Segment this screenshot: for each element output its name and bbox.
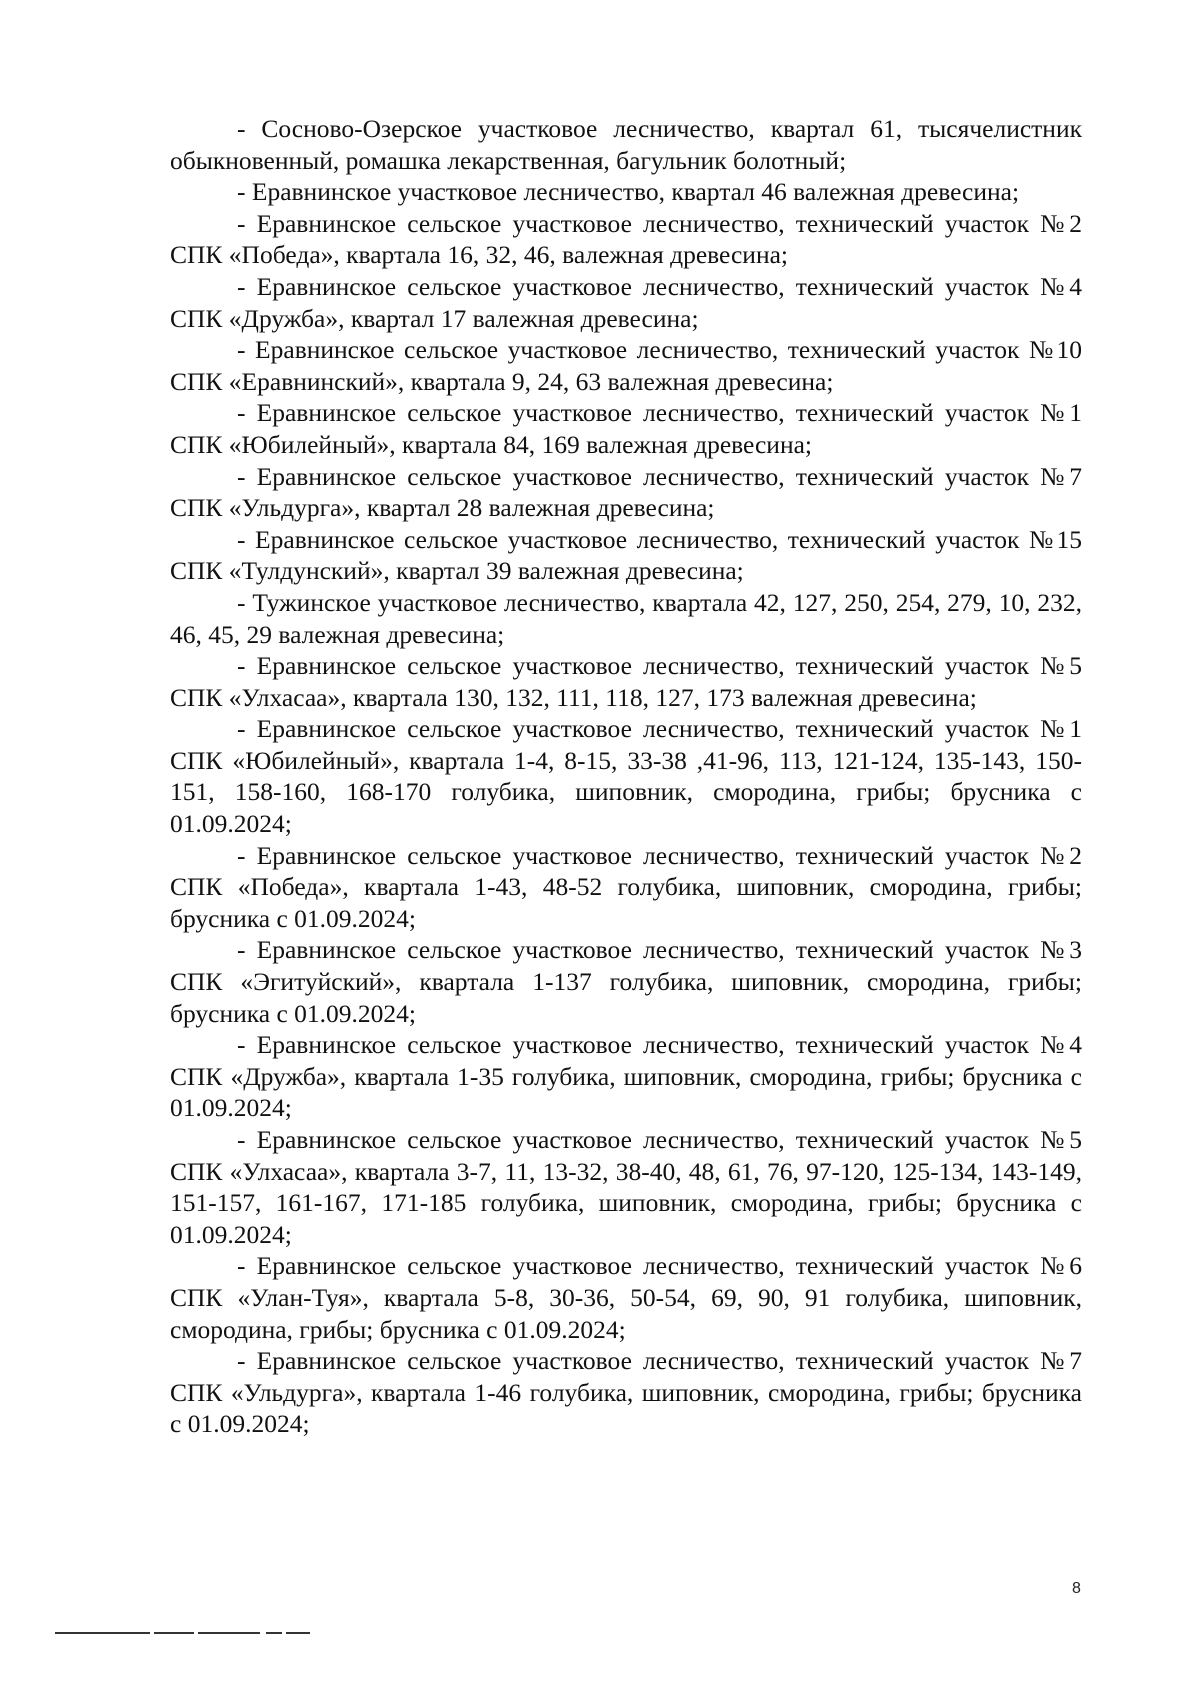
paragraph: - Еравнинское сельское участковое лесничество, технический участок №2 СПК «Победа», квартала 1-43, 48-52 голубика, шиповник, смородина, грибы; брусника с 01.09.2024;	[170, 840, 1082, 933]
paragraph: - Еравнинское сельское участковое лесничество, технический участок №7 СПК «Ульдурга», квартал 28 валежная древесина;	[170, 461, 1082, 523]
paragraph: - Еравнинское сельское участковое лесничество, технический участок №4 СПК «Дружба», квартал 17 валежная древесина;	[170, 271, 1082, 333]
document-body	[170, 113, 1082, 1440]
paragraph: - Еравнинское сельское участковое лесничество, технический участок №2 СПК «Победа», квартала 16, 32, 46, валежная древесина;	[170, 208, 1082, 270]
paragraph: - Еравнинское сельское участковое лесничество, технический участок №5 СПК «Улхасаа», квартала 130, 132, 111, 118, 127, 173 валежная древесина;	[170, 651, 1082, 712]
scan-artifact-line	[266, 1632, 282, 1634]
scan-artifact-line	[286, 1632, 310, 1634]
paragraph: - Еравнинское участковое лесничество, квартал 46 валежная древесина;	[237, 177, 1020, 207]
paragraph: - Еравнинское сельское участковое лесничество, технический участок №1 СПК «Юбилейный», квартала 1-4, 8-15, 33-38 ,41-96, 113, 121-124, 135-143, 150-151, 158-160, 168-170 голубика, шиповник, смородина, грибы; брусника с 01.09.2024;	[170, 714, 1082, 839]
page-number: 8	[1072, 1580, 1081, 1597]
paragraph: - Еравнинское сельское участковое лесничество, технический участок №3 СПК «Эгитуйский», квартала 1-137 голубика, шиповник, смородина, грибы; брусника с 01.09.2024;	[170, 935, 1082, 1028]
paragraph: - Еравнинское сельское участковое лесничество, технический участок №4 СПК «Дружба», квартала 1-35 голубика, шиповник, смородина, грибы; брусника с 01.09.2024;	[170, 1030, 1082, 1123]
paragraph: - Тужинское участковое лесничество, квартала 42, 127, 250, 254, 279, 10, 232, 46, 45, 29 валежная древесина;	[170, 587, 1082, 649]
paragraph: - Еравнинское сельское участковое лесничество, технический участок №7 СПК «Ульдурга», квартала 1-46 голубика, шиповник, смородина, грибы; брусника с 01.09.2024;	[170, 1346, 1082, 1439]
paragraph: - Сосново-Озерское участковое лесничество, квартал 61, тысячелистник обыкновенный, ромашка лекарственная, багульник болотный;	[170, 114, 1082, 175]
paragraph: - Еравнинское сельское участковое лесничество, технический участок №10 СПК «Еравнинский», квартала 9, 24, 63 валежная древесина;	[170, 335, 1082, 396]
paragraph: - Еравнинское сельское участковое лесничество, технический участок №1 СПК «Юбилейный», квартала 84, 169 валежная древесина;	[170, 398, 1082, 459]
paragraph: - Еравнинское сельское участковое лесничество, технический участок №5 СПК «Улхасаа», квартала 3-7, 11, 13-32, 38-40, 48, 61, 76, 97-120, 125-134, 143-149, 151-157, 161-167, 171-185 голубика, шиповник, смородина, грибы; брусника с 01.09.2024;	[170, 1125, 1082, 1249]
scan-artifact-line	[198, 1632, 260, 1634]
scan-artifact-line	[55, 1632, 150, 1634]
paragraph: - Еравнинское сельское участковое лесничество, технический участок №6 СПК «Улан-Туя», квартала 5-8, 30-36, 50-54, 69, 90, 91 голубика, шиповник, смородина, грибы; брусника с 01.09.2024;	[170, 1251, 1082, 1344]
paragraph: - Еравнинское сельское участковое лесничество, технический участок №15 СПК «Тулдунский», квартал 39 валежная древесина;	[170, 524, 1082, 586]
scan-artifact-line	[154, 1632, 194, 1634]
